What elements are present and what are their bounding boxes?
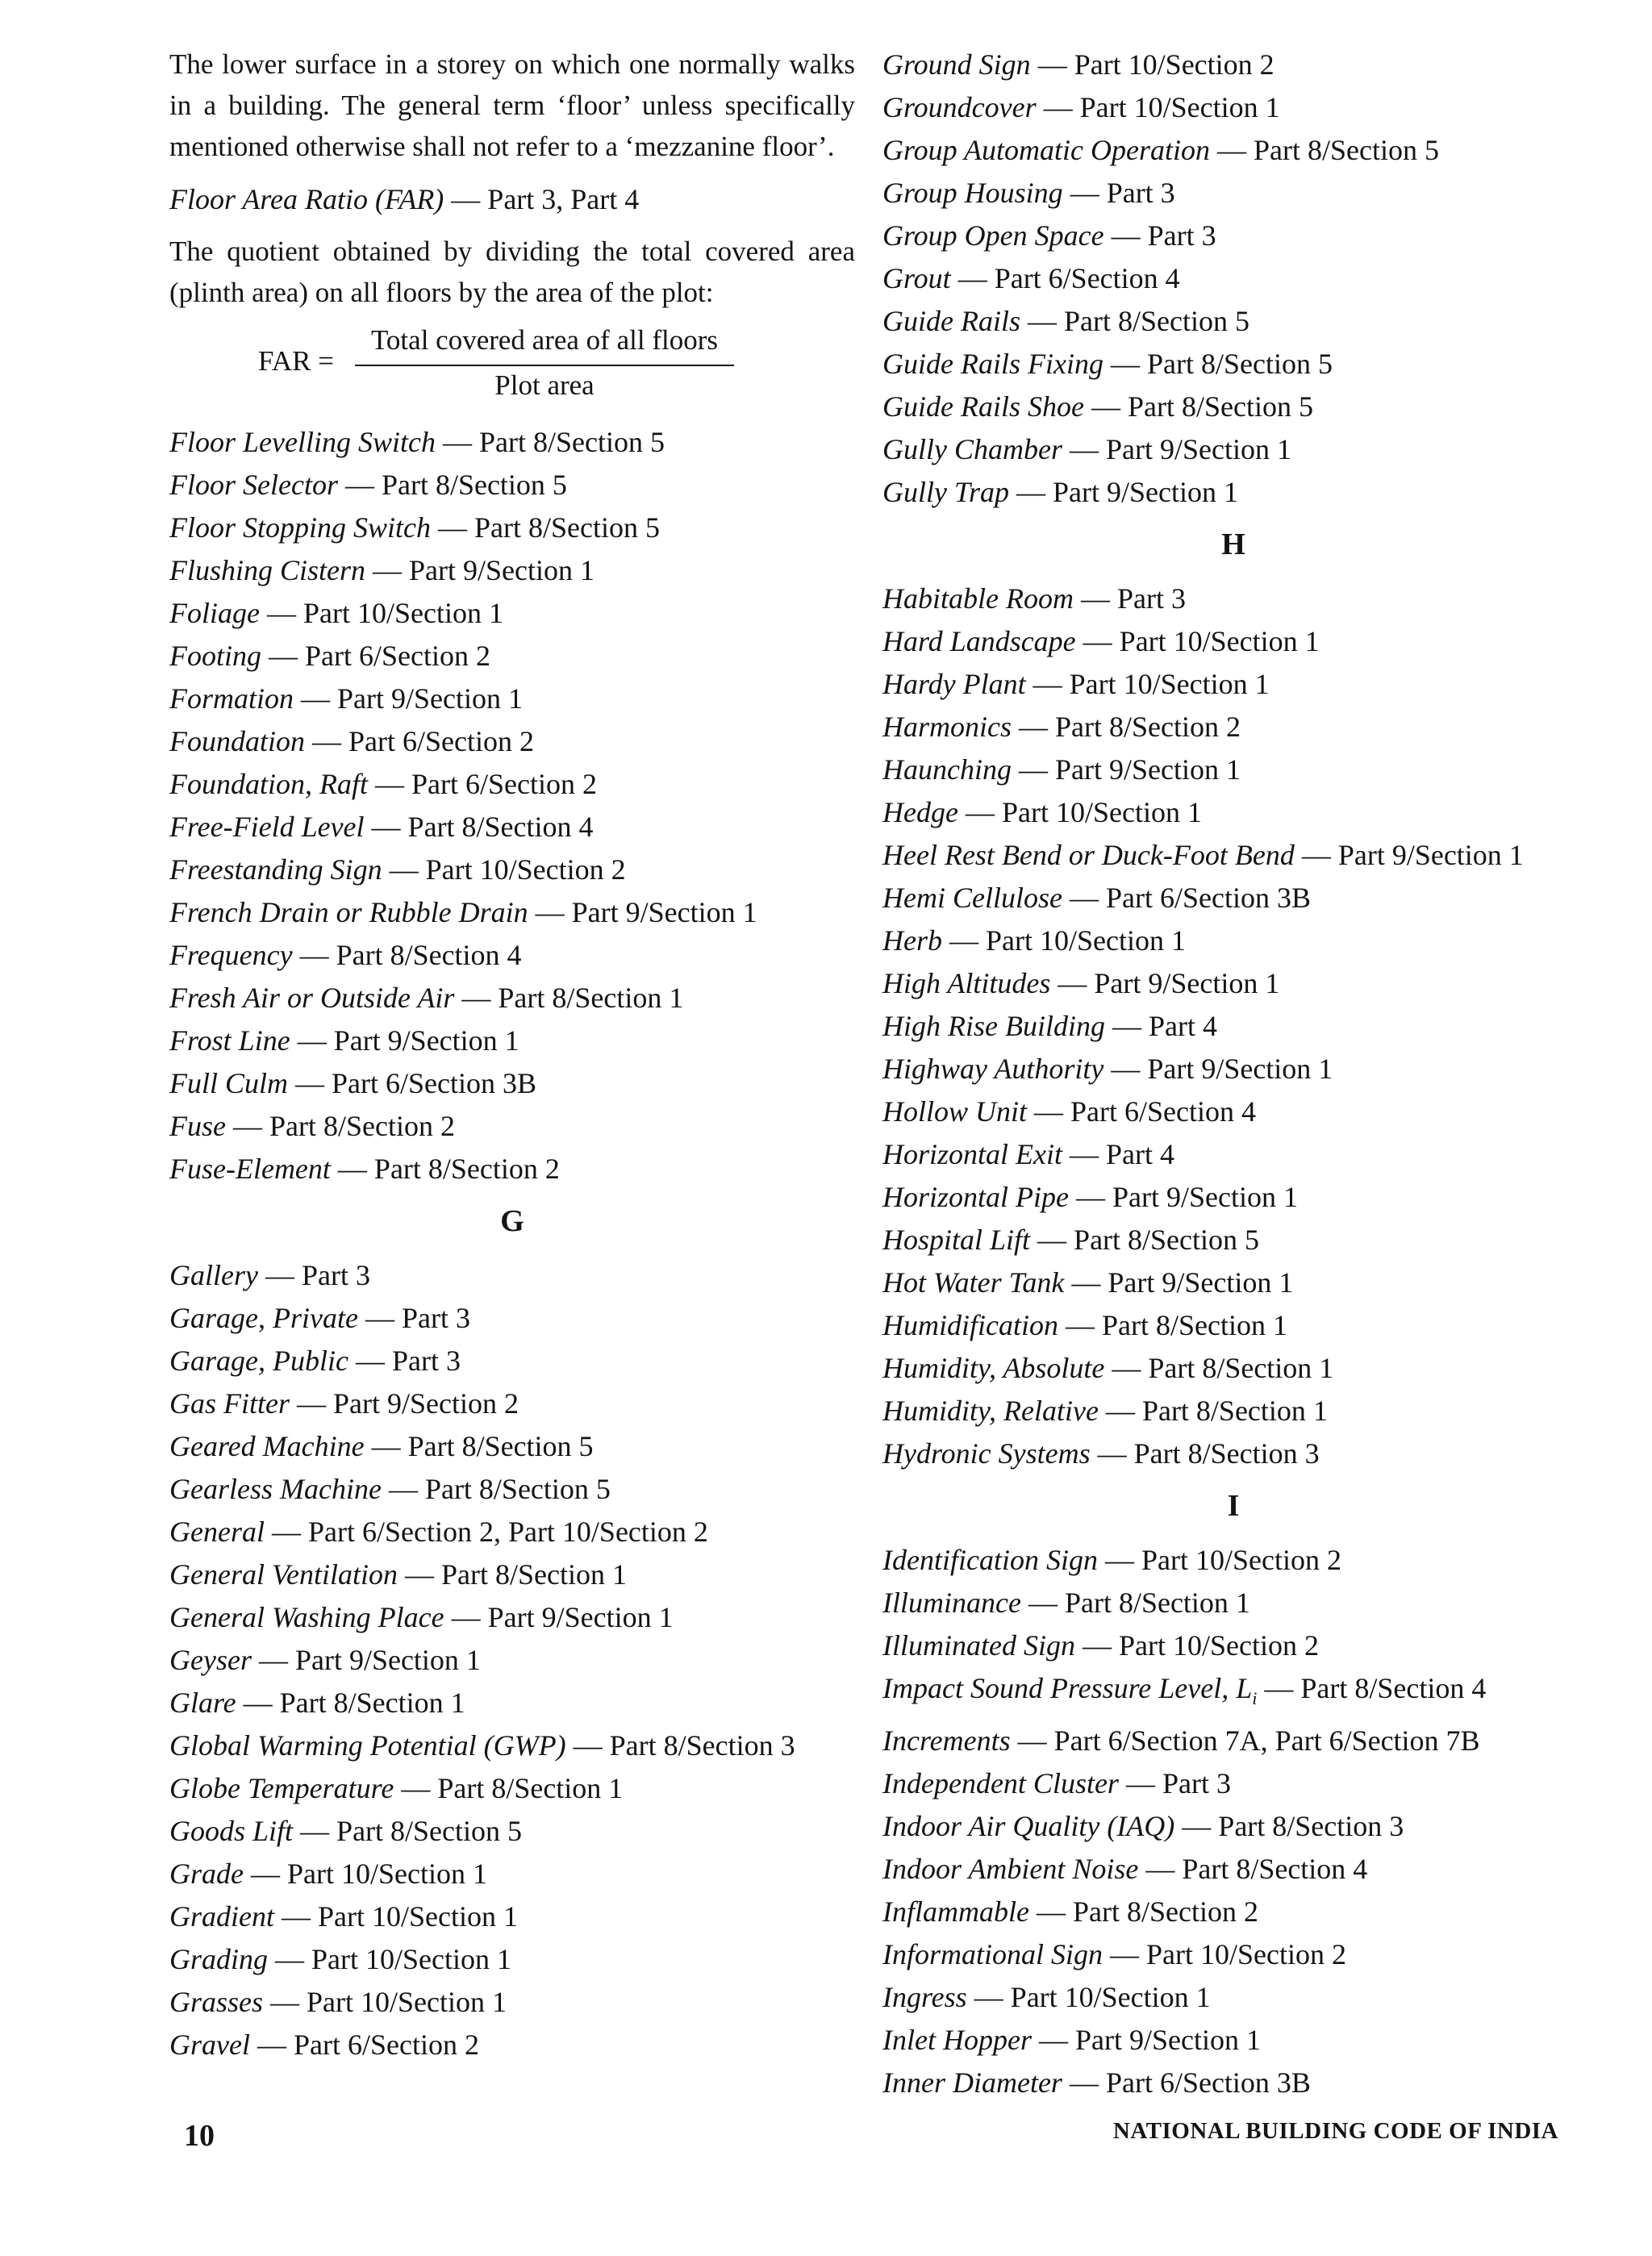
- index-entry: Formation — Part 9/Section 1: [169, 682, 523, 715]
- entry-term: Garage, Private: [169, 1302, 358, 1334]
- entry-ref: Part 8/Section 1: [1141, 1395, 1328, 1427]
- entry-ref: Part 3: [401, 1302, 470, 1334]
- index-entry: Fuse-Element — Part 8/Section 2: [169, 1153, 560, 1185]
- entry-ref: Part 8/Section 5: [478, 426, 665, 458]
- index-entry: Flushing Cistern — Part 9/Section 1: [169, 554, 595, 586]
- index-entry: Guide Rails — Part 8/Section 5: [882, 305, 1249, 337]
- entry-ref: Part 10/Section 2: [1146, 1938, 1346, 1971]
- entry-ref: Part 8/Section 2: [1072, 1895, 1258, 1929]
- entry-term: Hardy Plant: [882, 668, 1026, 700]
- entry-ref: Part 10/Section 2: [1118, 1629, 1319, 1662]
- entry-term: Gas Fitter: [169, 1387, 290, 1420]
- entry-ref: Part 10/Section 1: [1001, 796, 1202, 828]
- entry-ref: Part 9/Section 1: [487, 1601, 674, 1633]
- entry-term: Ingress: [882, 1981, 967, 2014]
- index-entry: Groundcover — Part 10/Section 1: [882, 91, 1280, 123]
- entry-term: Foundation, Raft: [169, 768, 368, 800]
- entry-term: Increments: [882, 1724, 1011, 1758]
- index-entry: Independent Cluster — Part 3: [882, 1767, 1231, 1800]
- index-entry: Global Warming Potential (GWP) — Part 8/Section 3: [169, 1729, 795, 1762]
- entry-ref: Part 10/Section 1: [986, 924, 1186, 957]
- entry-term: Glare: [169, 1687, 236, 1719]
- entry-ref: Part 3: [1106, 177, 1175, 209]
- index-entry: Glare — Part 8/Section 1: [169, 1687, 465, 1719]
- index-entry: Indoor Ambient Noise — Part 8/Section 4: [882, 1853, 1368, 1886]
- entry-ref: Part 6/Section 2, Part 10/Section 2: [307, 1516, 708, 1548]
- index-entry: Garage, Private — Part 3: [169, 1302, 470, 1334]
- entry-ref: Part 6/Section 2: [348, 725, 534, 757]
- entry-term: French Drain or Rubble Drain: [169, 896, 528, 928]
- entry-ref: Part 8/Section 2: [269, 1110, 455, 1142]
- entry-ref: Part 6/Section 3B: [1105, 2066, 1311, 2100]
- entry-ref: Part 8/Section 1: [440, 1558, 627, 1591]
- far-definition: The quotient obtained by dividing the total covered area (plinth area) on all floors by the area of the plot:: [169, 236, 855, 308]
- entry-ref: Part 6/Section 3B: [1105, 882, 1311, 914]
- entry-ref: Part 6/Section 4: [994, 262, 1180, 294]
- entry-ref: Part 8/Section 5: [424, 1473, 611, 1505]
- entry-term: Horizontal Exit: [882, 1138, 1062, 1170]
- entry-ref: Part 3: [1147, 219, 1216, 252]
- section-letter-g: G: [500, 1204, 524, 1238]
- entry-ref: Part 8/Section 5: [407, 1430, 594, 1462]
- entry-term: Highway Authority: [882, 1053, 1104, 1085]
- index-entry: Hospital Lift — Part 8/Section 5: [882, 1224, 1260, 1256]
- entry-ref: Part 10/Section 2: [425, 853, 626, 886]
- fraction-bar: [355, 365, 734, 366]
- entry-ref: Part 8/Section 4: [407, 811, 594, 843]
- index-entry: Hard Landscape — Part 10/Section 1: [882, 625, 1320, 657]
- entry-term: Heel Rest Bend or Duck-Foot Bend: [882, 839, 1295, 871]
- entry-term: Hemi Cellulose: [882, 882, 1062, 914]
- index-entry: Group Open Space — Part 3: [882, 219, 1216, 252]
- index-entry: Foundation, Raft — Part 6/Section 2: [169, 768, 597, 800]
- entry-ref: Part 10/Section 1: [1079, 91, 1280, 123]
- index-entry: Inlet Hopper — Part 9/Section 1: [882, 2024, 1261, 2057]
- entry-ref: Part 6/Section 2: [293, 2029, 479, 2061]
- index-entry: Full Culm — Part 6/Section 3B: [169, 1067, 537, 1099]
- index-entry: Hot Water Tank — Part 9/Section 1: [882, 1266, 1294, 1299]
- index-entry: Gearless Machine — Part 8/Section 5: [169, 1473, 611, 1505]
- index-entry: Hemi Cellulose — Part 6/Section 3B: [882, 882, 1311, 914]
- entry-term: Grasses: [169, 1986, 264, 2018]
- index-entry: Inner Diameter — Part 6/Section 3B: [882, 2066, 1311, 2100]
- entry-ref: Part 4: [1106, 1138, 1174, 1170]
- entry-ref: Part 8/Section 1: [279, 1687, 465, 1719]
- entry-ref: Part 9/Section 1: [1053, 476, 1239, 508]
- entry-term: Floor Selector: [169, 469, 338, 501]
- entry-ref: Part 8/Section 3: [1218, 1810, 1404, 1843]
- entry-ref: Part 8/Section 5: [1063, 305, 1249, 337]
- index-entry: Floor Stopping Switch — Part 8/Section 5: [169, 511, 660, 544]
- entry-term: Gully Chamber: [882, 433, 1062, 465]
- entry-term: Harmonics: [882, 711, 1012, 743]
- entry-ref: Part 8/Section 2: [373, 1153, 560, 1185]
- entry-ref: Part 10/Section 1: [1010, 1981, 1211, 2014]
- entry-ref: Part 8/Section 1: [1102, 1309, 1287, 1341]
- entry-term: Gallery: [169, 1259, 258, 1291]
- entry-term: Hedge: [882, 796, 958, 828]
- index-entry: Gas Fitter — Part 9/Section 2: [169, 1387, 519, 1420]
- entry-ref: Part 6/Section 4: [1070, 1095, 1256, 1128]
- index-entry: Gallery — Part 3: [169, 1259, 370, 1291]
- index-entry: High Rise Building — Part 4: [882, 1010, 1217, 1042]
- entry-ref: Part 8/Section 5: [474, 511, 660, 544]
- index-entry: Guide Rails Fixing — Part 8/Section 5: [882, 348, 1333, 380]
- entry-ref: Part 6/Section 7A, Part 6/Section 7B: [1053, 1724, 1480, 1758]
- index-entry: Hollow Unit — Part 6/Section 4: [882, 1095, 1256, 1128]
- index-entry: Garage, Public — Part 3: [169, 1345, 461, 1377]
- entry-term: Frost Line: [169, 1024, 290, 1057]
- entry-term: Gully Trap: [882, 476, 1010, 508]
- publication-title: NATIONAL BUILDING CODE OF INDIA: [1112, 2118, 1558, 2144]
- entry-term: Grout: [882, 262, 951, 294]
- entry-ref: Part 8/Section 1: [498, 982, 684, 1014]
- entry-ref: Part 8/Section 5: [381, 469, 567, 501]
- index-entry: Informational Sign — Part 10/Section 2: [882, 1938, 1346, 1971]
- entry-ref: Part 3: [391, 1345, 461, 1377]
- entry-term: Humidification: [882, 1309, 1058, 1341]
- entry-term: Indoor Air Quality (IAQ): [882, 1810, 1175, 1843]
- index-entry: Group Housing — Part 3: [882, 177, 1175, 209]
- entry-term: General: [169, 1516, 265, 1548]
- index-entry: Impact Sound Pressure Level, $L_i$ — Part 8/Section 4: [882, 1672, 1487, 1709]
- entry-term: Humidity, Relative: [882, 1395, 1099, 1427]
- entry-term: Foliage: [169, 597, 260, 629]
- index-entry: Grasses — Part 10/Section 1: [169, 1986, 507, 2018]
- entry-ref: Part 10/Section 2: [1074, 48, 1274, 81]
- entry-term: Hydronic Systems: [882, 1437, 1091, 1470]
- index-entry: Hydronic Systems — Part 8/Section 3: [882, 1437, 1320, 1470]
- index-entry: Highway Authority — Part 9/Section 1: [882, 1053, 1333, 1085]
- index-entry: High Altitudes — Part 9/Section 1: [882, 967, 1280, 999]
- entry-ref: Part 4: [1148, 1010, 1217, 1042]
- index-entry: Freestanding Sign — Part 10/Section 2: [169, 853, 626, 886]
- entry-term: Humidity, Absolute: [882, 1352, 1105, 1384]
- entry-ref: Part 10/Section 1: [307, 1986, 507, 2018]
- entry-ref: Part 8/Section 1: [1148, 1352, 1334, 1384]
- entry-term: Flushing Cistern: [169, 554, 366, 586]
- entry-term: Habitable Room: [882, 582, 1074, 615]
- entry-term: Herb: [882, 924, 942, 957]
- entry-term: Guide Rails: [882, 305, 1020, 337]
- entry-ref: Part 9/Section 1: [571, 896, 757, 928]
- entry-term: Hot Water Tank: [882, 1266, 1065, 1299]
- index-entry: Ingress — Part 10/Section 1: [882, 1981, 1211, 2014]
- entry-term: Formation: [169, 682, 294, 715]
- entry-term: Group Housing: [882, 177, 1063, 209]
- entry-term: Fresh Air or Outside Air: [169, 982, 455, 1014]
- entry-term: High Rise Building: [882, 1010, 1105, 1042]
- entry-term: Hospital Lift: [882, 1224, 1031, 1256]
- index-entry: Horizontal Pipe — Part 9/Section 1: [882, 1181, 1298, 1213]
- entry-ref: Part 9/Section 1: [1112, 1181, 1298, 1213]
- entry-ref: Part 9/Section 2: [333, 1387, 519, 1420]
- entry-ref: Part 8/Section 4: [1300, 1672, 1487, 1704]
- entry-term: Freestanding Sign: [169, 853, 382, 886]
- entry-term: Geyser: [169, 1644, 252, 1676]
- index-entry: Habitable Room — Part 3: [882, 582, 1186, 615]
- index-entry: Gully Chamber — Part 9/Section 1: [882, 433, 1291, 465]
- entry-ref: Part 6/Section 3B: [332, 1067, 537, 1099]
- entry-term: Illuminance: [882, 1587, 1021, 1619]
- entry-term-subscript: i: [1252, 1688, 1258, 1709]
- entry-term: Floor Levelling Switch: [169, 426, 436, 458]
- index-entry: Horizontal Exit — Part 4: [882, 1138, 1174, 1170]
- index-entry: Floor Levelling Switch — Part 8/Section 5: [169, 426, 665, 458]
- index-entry: Indoor Air Quality (IAQ) — Part 8/Section 3: [882, 1810, 1404, 1843]
- g-entries-list: [169, 1254, 855, 2066]
- index-entry: Free-Field Level — Part 8/Section 4: [169, 811, 594, 843]
- index-entry: Guide Rails Shoe — Part 8/Section 5: [882, 390, 1313, 423]
- entry-ref: Part 8/Section 5: [1074, 1224, 1260, 1256]
- f-entries-list: [169, 421, 855, 1191]
- index-entry: Hardy Plant — Part 10/Section 1: [882, 668, 1270, 700]
- entry-term: Garage, Public: [169, 1345, 348, 1377]
- entry-term: Hollow Unit: [882, 1095, 1028, 1128]
- index-entry: Grading — Part 10/Section 1: [169, 1943, 511, 1975]
- entry-ref: Part 9/Section 1: [1147, 1053, 1333, 1085]
- entry-ref: Part 9/Section 1: [1074, 2024, 1261, 2057]
- entry-ref: Part 9/Section 1: [1105, 433, 1291, 465]
- far-formula: [169, 324, 855, 413]
- formula-lhs: FAR =: [258, 345, 334, 377]
- entry-ref: Part 8/Section 5: [336, 1815, 523, 1847]
- entry-term: Grading: [169, 1943, 269, 1975]
- index-entry: Illuminated Sign — Part 10/Section 2: [882, 1629, 1319, 1662]
- entry-ref: Part 8/Section 4: [1182, 1853, 1368, 1886]
- entry-term: Inflammable: [882, 1895, 1029, 1929]
- index-entry: Globe Temperature — Part 8/Section 1: [169, 1772, 624, 1804]
- entry-term: Identification Sign: [882, 1544, 1098, 1576]
- entry-term: Gravel: [169, 2029, 250, 2061]
- index-entry: Foliage — Part 10/Section 1: [169, 597, 503, 629]
- index-entry: Grout — Part 6/Section 4: [882, 262, 1180, 294]
- entry-term: Free-Field Level: [169, 811, 365, 843]
- entry-ref: Part 3: [1162, 1767, 1231, 1800]
- right-column: [882, 44, 1584, 2104]
- floor-definition: The lower surface in a storey on which one normally walks in a building. The general term ‘floor’ unless specifically mentioned otherwise shall not refer to a ‘mezzanine floor’.: [169, 48, 855, 162]
- entry-term: General Washing Place: [169, 1601, 444, 1633]
- entry-term: Haunching: [882, 753, 1012, 786]
- formula-denominator: Plot area: [494, 369, 594, 401]
- entry-ref: Part 10/Section 1: [1069, 668, 1270, 700]
- entry-ref: Part 10/Section 1: [302, 597, 503, 629]
- entry-term: Inner Diameter: [882, 2066, 1062, 2100]
- index-entry: Gravel — Part 6/Section 2: [169, 2029, 479, 2061]
- index-entry: Fuse — Part 8/Section 2: [169, 1110, 455, 1142]
- page-number: 10: [184, 2119, 215, 2153]
- entry-ref: Part 10/Section 1: [287, 1858, 487, 1890]
- index-entry: Foundation — Part 6/Section 2: [169, 725, 534, 757]
- entry-ref: Part 6/Section 2: [305, 640, 490, 672]
- index-entry: Haunching — Part 9/Section 1: [882, 753, 1241, 786]
- index-entry: General Washing Place — Part 9/Section 1: [169, 1601, 674, 1633]
- entry-ref: Part 8/Section 3: [609, 1729, 795, 1762]
- entry-term: Fuse: [169, 1110, 226, 1142]
- index-entry: Grade — Part 10/Section 1: [169, 1858, 487, 1890]
- entry-term: Horizontal Pipe: [882, 1181, 1069, 1213]
- entry-ref: Part 9/Section 1: [294, 1644, 481, 1676]
- entry-ref: Part 8/Section 1: [437, 1772, 624, 1804]
- index-entry: Harmonics — Part 8/Section 2: [882, 711, 1241, 743]
- entry-term: Global Warming Potential (GWP): [169, 1729, 566, 1762]
- index-entry: Frequency — Part 8/Section 4: [169, 939, 522, 971]
- entry-term: Frequency: [169, 939, 293, 971]
- section-letter-h: H: [1221, 528, 1245, 561]
- entry-ref: Part 6/Section 2: [411, 768, 597, 800]
- entry-term: Floor Area Ratio (FAR): [169, 183, 444, 215]
- entry-ref: Part 8/Section 2: [1055, 711, 1241, 743]
- entry-ref: Part 9/Section 1: [1337, 839, 1524, 871]
- entry-term: Goods Lift: [169, 1815, 294, 1847]
- entry-ref: Part 8/Section 5: [1146, 348, 1333, 380]
- entry-term: Grade: [169, 1858, 244, 1890]
- entry-term: Inlet Hopper: [882, 2024, 1032, 2057]
- index-entry: Goods Lift — Part 8/Section 5: [169, 1815, 523, 1847]
- entry-ref: Part 10/Section 1: [311, 1943, 511, 1975]
- entry-ref: Part 8/Section 5: [1127, 390, 1313, 423]
- entry-ref: Part 8/Section 5: [1253, 134, 1439, 166]
- entry-ref: Part 10/Section 1: [1119, 625, 1320, 657]
- entry-ref: Part 10/Section 1: [318, 1900, 518, 1933]
- entry-term: Groundcover: [882, 91, 1037, 123]
- g-entries-continued-list: [882, 44, 1584, 514]
- entry-term: Guide Rails Shoe: [882, 390, 1084, 423]
- index-entry: General — Part 6/Section 2, Part 10/Section 2: [169, 1516, 708, 1548]
- index-entry: Illuminance — Part 8/Section 1: [882, 1587, 1250, 1619]
- section-letter-i: I: [1227, 1489, 1240, 1523]
- entry-term: Illuminated Sign: [882, 1629, 1075, 1662]
- entry-term: Gearless Machine: [169, 1473, 382, 1505]
- entry-ref: Part 8/Section 3: [1133, 1437, 1320, 1470]
- entry-term: Ground Sign: [882, 48, 1031, 81]
- entry-term: Footing: [169, 640, 261, 672]
- index-entry: Geyser — Part 9/Section 1: [169, 1644, 481, 1676]
- entry-ref: Part 9/Section 1: [1054, 753, 1241, 786]
- index-entry: Gully Trap — Part 9/Section 1: [882, 476, 1239, 508]
- index-entry: Geared Machine — Part 8/Section 5: [169, 1430, 594, 1462]
- entry-term: Independent Cluster: [882, 1767, 1119, 1800]
- entry-ref: Part 3: [301, 1259, 370, 1291]
- index-entry: Humidification — Part 8/Section 1: [882, 1309, 1287, 1341]
- index-entry: Heel Rest Bend or Duck-Foot Bend — Part 9/Section 1: [882, 839, 1524, 871]
- index-entry: Increments — Part 6/Section 7A, Part 6/Section 7B: [882, 1724, 1480, 1758]
- entry-term: Floor Stopping Switch: [169, 511, 431, 544]
- index-entry: Identification Sign — Part 10/Section 2: [882, 1544, 1341, 1576]
- entry-term: Group Open Space: [882, 219, 1104, 252]
- index-entry: Group Automatic Operation — Part 8/Section 5: [882, 134, 1439, 166]
- entry-ref: Part 8/Section 4: [336, 939, 522, 971]
- index-entry: Footing — Part 6/Section 2: [169, 640, 490, 672]
- i-entries-list: [882, 1539, 1584, 2104]
- index-entry: Frost Line — Part 9/Section 1: [169, 1024, 519, 1057]
- index-entry: Herb — Part 10/Section 1: [882, 924, 1186, 957]
- entry-term: Foundation: [169, 725, 305, 757]
- far-entry: Floor Area Ratio (FAR) — Part 3, Part 4: [169, 183, 640, 215]
- entry-ref: Part 8/Section 1: [1064, 1587, 1250, 1619]
- h-entries-list: [882, 578, 1584, 1475]
- index-entry: Floor Selector — Part 8/Section 5: [169, 469, 567, 501]
- entry-term: Group Automatic Operation: [882, 134, 1210, 166]
- entry-term: Hard Landscape: [882, 625, 1076, 657]
- index-entry: Ground Sign — Part 10/Section 2: [882, 48, 1274, 81]
- index-entry: Humidity, Absolute — Part 8/Section 1: [882, 1352, 1334, 1384]
- left-column: [169, 44, 855, 2066]
- entry-ref: Part 9/Section 1: [333, 1024, 519, 1057]
- formula-numerator: Total covered area of all floors: [371, 324, 718, 356]
- entry-term: General Ventilation: [169, 1558, 398, 1591]
- entry-term: Full Culm: [169, 1067, 289, 1099]
- entry-ref: Part 9/Section 1: [1094, 967, 1280, 999]
- entry-term: Gradient: [169, 1900, 274, 1933]
- entry-term: High Altitudes: [882, 967, 1051, 999]
- entry-term: Fuse-Element: [169, 1153, 331, 1185]
- index-entry: Humidity, Relative — Part 8/Section 1: [882, 1395, 1328, 1427]
- entry-term: Guide Rails Fixing: [882, 348, 1103, 380]
- index-entry: Hedge — Part 10/Section 1: [882, 796, 1202, 828]
- index-entry: General Ventilation — Part 8/Section 1: [169, 1558, 627, 1591]
- index-entry: Gradient — Part 10/Section 1: [169, 1900, 518, 1933]
- entry-term: Indoor Ambient Noise: [882, 1853, 1139, 1886]
- entry-ref: Part 3: [1116, 582, 1186, 615]
- index-entry: Fresh Air or Outside Air — Part 8/Section 1: [169, 982, 684, 1014]
- entry-term: Globe Temperature: [169, 1772, 394, 1804]
- index-entry: French Drain or Rubble Drain — Part 9/Section 1: [169, 896, 757, 928]
- entry-ref: Part 9/Section 1: [1108, 1266, 1294, 1299]
- entry-term: Geared Machine: [169, 1430, 365, 1462]
- entry-ref: Part 3, Part 4: [487, 183, 640, 215]
- entry-term: Impact Sound Pressure Level, L: [882, 1672, 1253, 1704]
- entry-term: Informational Sign: [882, 1938, 1103, 1971]
- entry-ref: Part 9/Section 1: [337, 682, 523, 715]
- index-entry: Inflammable — Part 8/Section 2: [882, 1895, 1258, 1929]
- entry-ref: Part 9/Section 1: [409, 554, 595, 586]
- entry-ref: Part 10/Section 2: [1141, 1544, 1341, 1576]
